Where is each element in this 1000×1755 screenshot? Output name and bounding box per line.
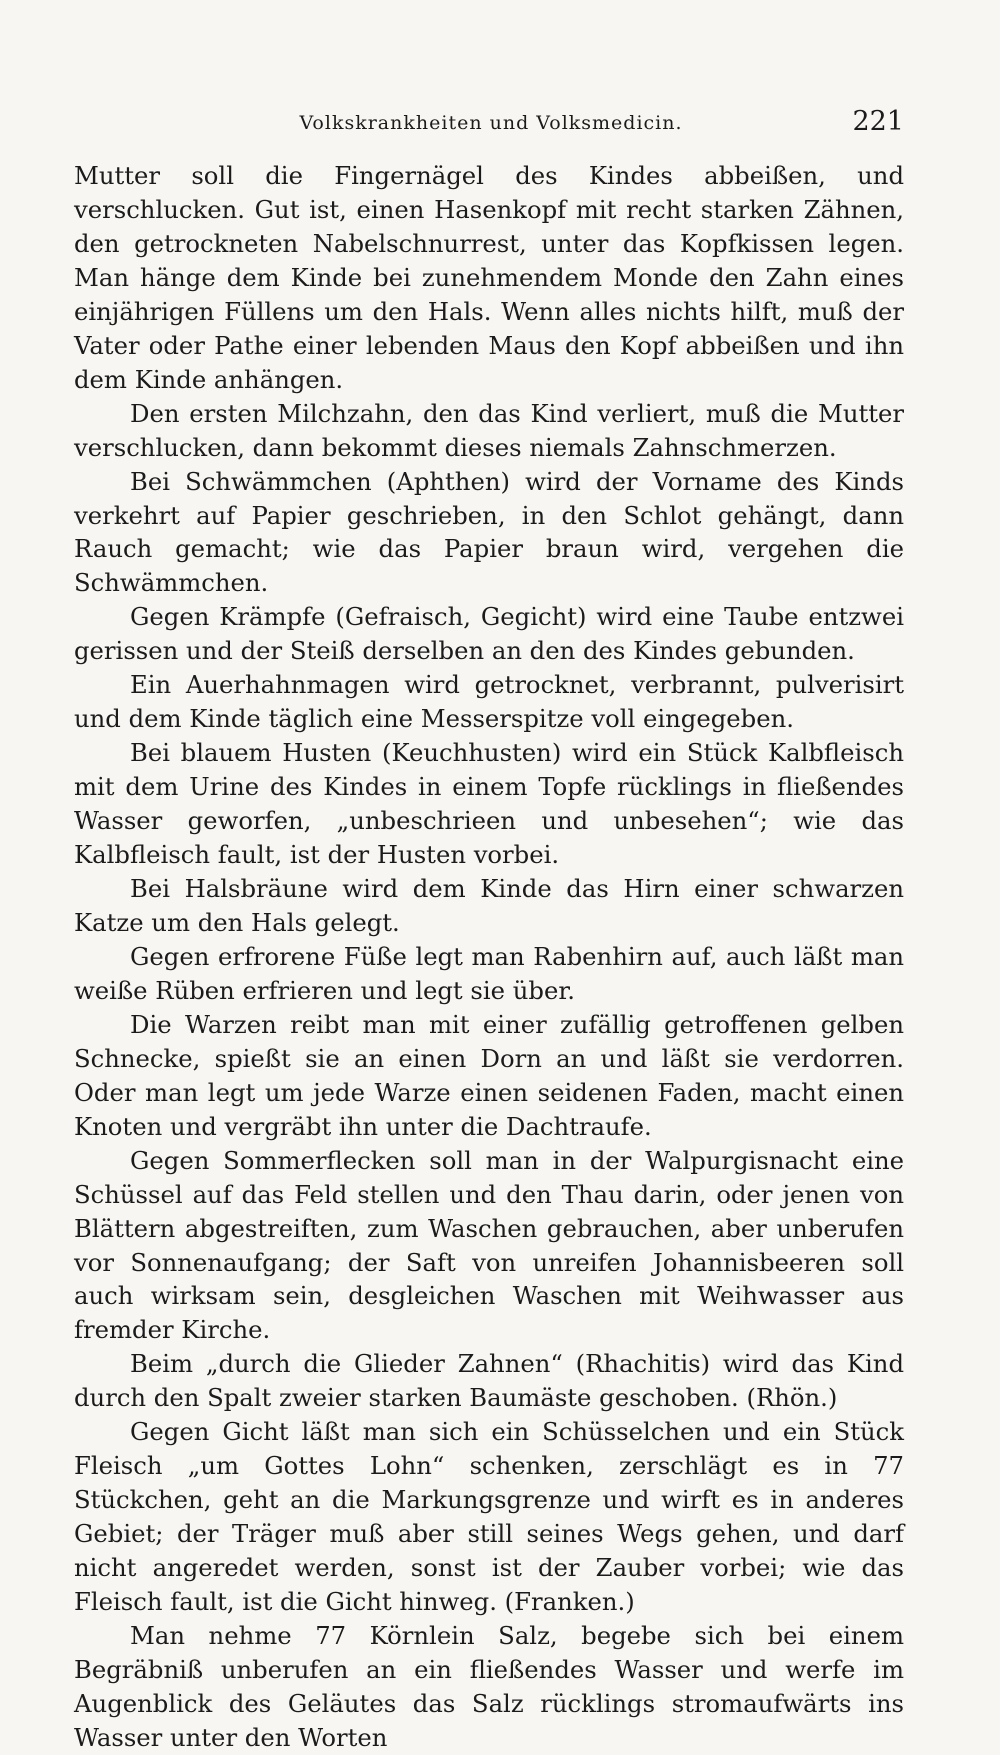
page-header: [78, 106, 904, 146]
paragraph: Gegen Gicht läßt man sich ein Schüsselchen und ein Stück Fleisch „um Gottes Lohn“ schenken, zerschlägt es in 77 Stückchen, geht an die Markungsgrenze und wirft es in anderes Gebiet; der Träger muß aber still seines Wegs gehen, und darf nicht angeredet werden, sonst ist der Zauber vorbei; wie das Fleisch fault, ist die Gicht hinweg. (Franken.): [74, 1417, 904, 1617]
paragraph: Gegen Sommerflecken soll man in der Walpurgisnacht eine Schüssel auf das Feld stellen und den Thau darin, oder jenen von Blättern abgestreiften, zum Waschen gebrauchen, aber unberufen vor Sonnenaufgang; der Saft von unreifen Johannisbeeren soll auch wirksam sein, desgleichen Waschen mit Weihwasser aus fremder Kirche.: [74, 1145, 904, 1345]
paragraph: Beim „durch die Glieder Zahnen“ (Rhachitis) wird das Kind durch den Spalt zweier starken Baumäste geschoben. (Rhön.): [74, 1349, 904, 1413]
paragraph: Gegen erfrorene Füße legt man Rabenhirn auf, auch läßt man weiße Rüben erfrieren und legt sie über.: [74, 941, 904, 1005]
paragraph: Mutter soll die Fingernägel des Kindes abbeißen, und verschlucken. Gut ist, einen Hasenkopf mit recht starken Zähnen, den getrockneten Nabelschnurrest, unter das Kopfkissen legen. Man hänge dem Kinde bei zunehmendem Monde den Zahn eines einjährigen Füllens um den Hals. Wenn alles nichts hilft, muß der Vater oder Pathe einer lebenden Maus den Kopf abbeißen und ihn dem Kinde anhängen.: [74, 161, 904, 394]
paragraph: Den ersten Milchzahn, den das Kind verliert, muß die Mutter verschlucken, dann bekommt dieses niemals Zahnschmerzen.: [74, 398, 904, 462]
paragraph: Die Warzen reibt man mit einer zufällig getroffenen gelben Schnecke, spießt sie an einen Dorn an und läßt sie verdorren. Oder man legt um jede Warze einen seidenen Faden, macht einen Knoten und vergräbt ihn unter die Dachtraufe.: [74, 1009, 904, 1141]
paragraph: Bei Schwämmchen (Aphthen) wird der Vorname des Kinds verkehrt auf Papier geschrieben, in den Schlot gehängt, dann Rauch gemacht; wie das Papier braun wird, vergehen die Schwämmchen.: [74, 466, 904, 598]
paragraph: Gegen Krämpfe (Gefraisch, Gegicht) wird eine Taube entzwei gerissen und der Steiß derselben an den des Kindes gebunden.: [74, 602, 904, 666]
paragraph: Ein Auerhahnmagen wird getrocknet, verbrannt, pulverisirt und dem Kinde täglich eine Messerspitze voll eingegeben.: [74, 670, 904, 734]
page-number: 221: [852, 106, 904, 137]
paragraph: Bei blauem Husten (Keuchhusten) wird ein Stück Kalbfleisch mit dem Urine des Kindes in einem Topfe rücklings in fließendes Wasser geworfen, „unbeschrieen und unbesehen“; wie das Kalbfleisch fault, ist der Husten vorbei.: [74, 738, 904, 870]
running-head: Volkskrankheiten und Volksmedicin.: [299, 112, 683, 134]
page-body: [74, 159, 904, 1755]
paragraph: Man nehme 77 Körnlein Salz, begebe sich bei einem Begräbniß unberufen an ein fließendes Wasser und werfe im Augenblick des Geläutes das Salz rücklings stromaufwärts ins Wasser unter den Worten: [74, 1620, 904, 1752]
paragraph: Bei Halsbräune wird dem Kinde das Hirn einer schwarzen Katze um den Hals gelegt.: [74, 874, 904, 937]
